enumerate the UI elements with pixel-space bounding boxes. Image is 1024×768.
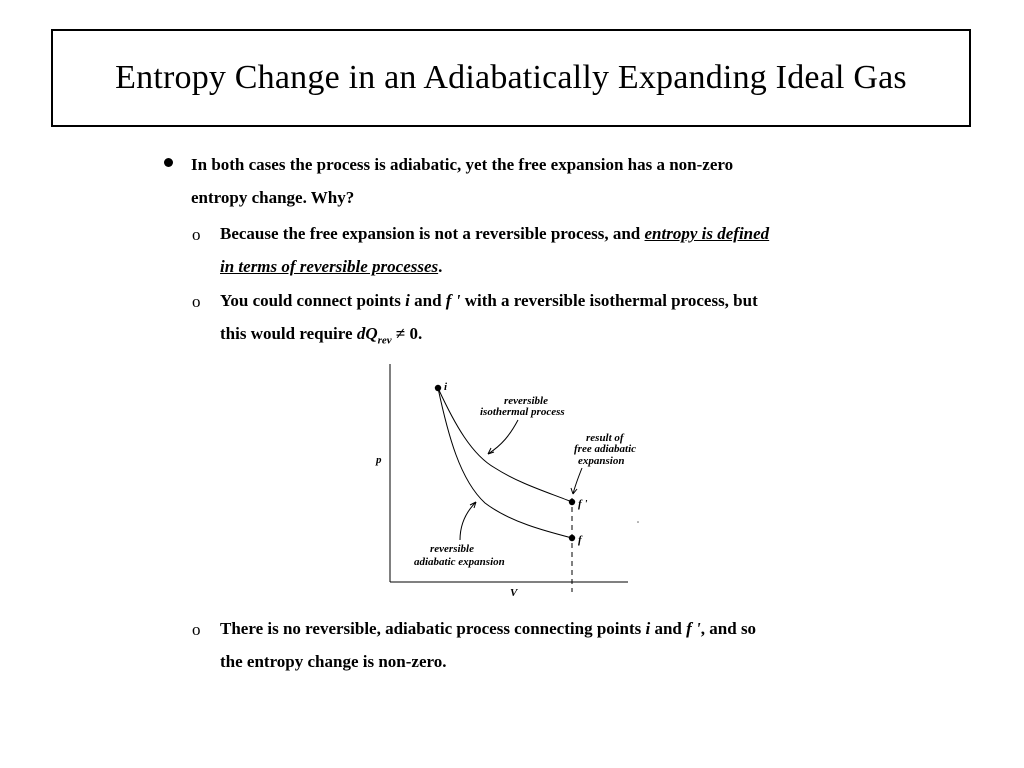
- sub-bullet-2-point-f: f ': [445, 291, 461, 310]
- sub-bullet-2-line-2: [220, 324, 422, 350]
- sub-bullet-marker: o: [192, 292, 201, 311]
- sub-bullet-3-text-c: , and so: [700, 619, 757, 638]
- sub-bullet-1-emphasis-a: entropy is defined: [644, 224, 770, 243]
- sub-bullet-marker: o: [192, 225, 201, 244]
- sub-bullet-1-text-a: Because the free expansion is not a reversible process, and: [220, 224, 645, 243]
- bullet-dot-icon: [164, 158, 173, 167]
- sub-bullet-2-text-d: this would require: [220, 324, 357, 343]
- sub-bullet-1-emphasis-b: in terms of reversible processes: [220, 257, 439, 276]
- axis-label-v: V: [510, 587, 518, 599]
- label-isothermal-line-2: isothermal process: [480, 406, 565, 418]
- sub-bullet-3-point-f: f ': [686, 619, 701, 638]
- arrow-free: [573, 468, 582, 494]
- label-adiabatic-line-2: adiabatic expansion: [414, 556, 505, 568]
- label-free-line-2: free adiabatic: [574, 443, 637, 455]
- sub-bullet-2-text-e: ≠ 0.: [391, 324, 423, 343]
- point-f-marker: [569, 535, 575, 541]
- sub-bullet-2-dq-subscript: rev: [377, 334, 392, 347]
- sub-bullet-2-text-c: with a reversible isothermal process, but: [460, 291, 758, 310]
- sub-bullet-3-line-2: the entropy change is non-zero.: [220, 652, 447, 671]
- main-bullet-line-2: entropy change. Why?: [191, 188, 355, 207]
- axis-label-p: p: [376, 454, 382, 466]
- point-f-prime-label: f ': [578, 498, 588, 510]
- label-free-line-3: expansion: [578, 455, 625, 467]
- sub-bullet-1-line-1: [220, 224, 769, 244]
- point-i-label: i: [444, 381, 448, 393]
- slide-title: Entropy Change in an Adiabatically Expanding Ideal Gas: [115, 59, 907, 96]
- sub-bullet-3-line-1: [220, 619, 756, 639]
- label-free-line-1: result of: [586, 432, 624, 444]
- sub-bullet-2-point-i: i: [405, 291, 410, 310]
- sub-bullet-3-text-a: There is no reversible, adiabatic process connecting points: [220, 619, 646, 638]
- point-f-label: f: [578, 534, 582, 546]
- sub-bullet-2-text-a: You could connect points: [220, 291, 406, 310]
- sub-bullet-2-text-b: and: [409, 291, 446, 310]
- sub-bullet-marker: o: [192, 620, 201, 639]
- label-isothermal-line-1: reversible: [504, 395, 548, 407]
- point-i-marker: [435, 385, 441, 391]
- sub-bullet-2-line-1: [220, 291, 758, 311]
- point-f-prime-marker: [569, 499, 575, 505]
- sub-bullet-1-period: .: [438, 257, 443, 276]
- sub-bullet-2-dq: dQ: [356, 324, 378, 343]
- pv-diagram: [360, 360, 660, 610]
- arrow-isothermal: [488, 420, 518, 454]
- label-adiabatic-line-1: reversible: [430, 543, 474, 555]
- speck-decoration: [637, 521, 639, 523]
- sub-bullet-1-line-2: [220, 257, 442, 277]
- main-bullet-line-1: In both cases the process is adiabatic, yet the free expansion has a non-zero: [191, 155, 734, 174]
- sub-bullet-3-text-b: and: [650, 619, 687, 638]
- sub-bullet-3-point-i: i: [645, 619, 651, 638]
